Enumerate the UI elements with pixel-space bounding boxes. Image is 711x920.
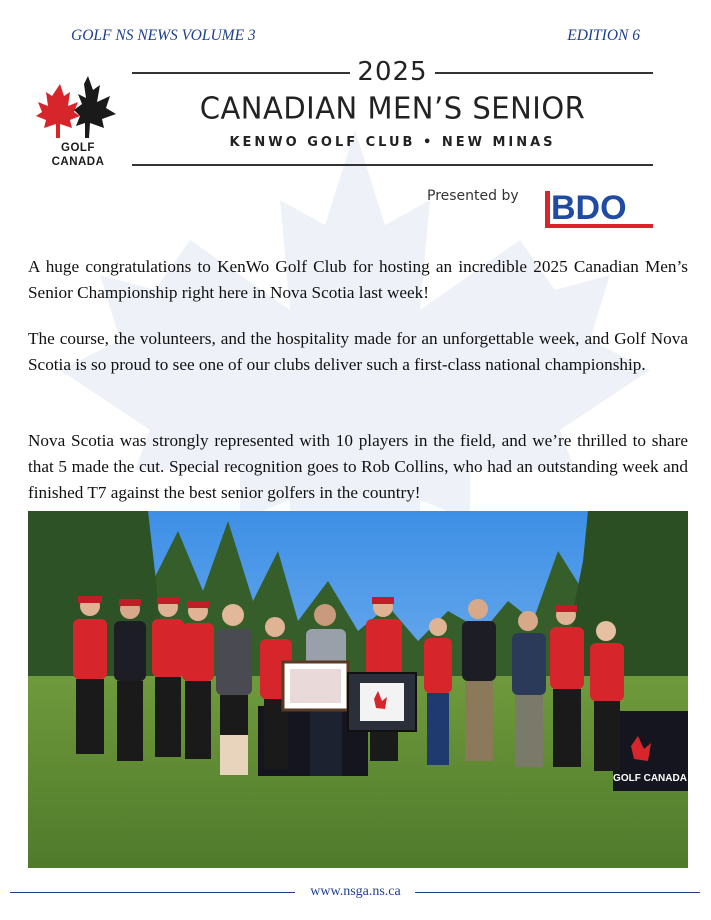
website-link[interactable]: www.nsga.ns.ca (310, 884, 401, 899)
bdo-logo-text: BDO (551, 189, 627, 227)
divider (132, 164, 653, 166)
photo-banner-text: GOLF CANADA (613, 773, 687, 784)
championship-year: 2025 (357, 57, 428, 87)
golf-canada-maple-leaf-icon (30, 72, 126, 142)
group-photo (28, 511, 688, 868)
logo-text-canada: CANADA (51, 156, 105, 168)
article-paragraph: A huge congratulations to KenWo Golf Club for hosting an incredible 2025 Canadian Men’s Senior Championship right here in Nova Scotia last week! (28, 257, 688, 302)
championship-heading (132, 55, 653, 170)
presented-by-label: Presented by (427, 188, 519, 204)
article-paragraph: Nova Scotia was strongly represented with 10 players in the field, and we’re thrilled to share that 5 made the cut. Special recognition goes to Rob Collins, who had an outstanding week and finished T7 against the best senior golfers in the country! (28, 431, 688, 502)
bdo-logo (545, 188, 655, 230)
article-paragraph: The course, the volunteers, and the hospitality made for an unforgettable week, and Golf Nova Scotia is so proud to see one of our clubs deliver such a first-class national championship. (28, 329, 688, 374)
championship-venue: KENWO GOLF CLUB • NEW MINAS (229, 135, 556, 150)
championship-title: CANADIAN MEN’S SENIOR (199, 90, 586, 126)
edition-number: EDITION 6 (567, 27, 640, 44)
newsletter-volume: GOLF NS NEWS VOLUME 3 (71, 27, 256, 44)
logo-text-golf: GOLF (61, 142, 95, 154)
golf-canada-logo (30, 72, 126, 172)
